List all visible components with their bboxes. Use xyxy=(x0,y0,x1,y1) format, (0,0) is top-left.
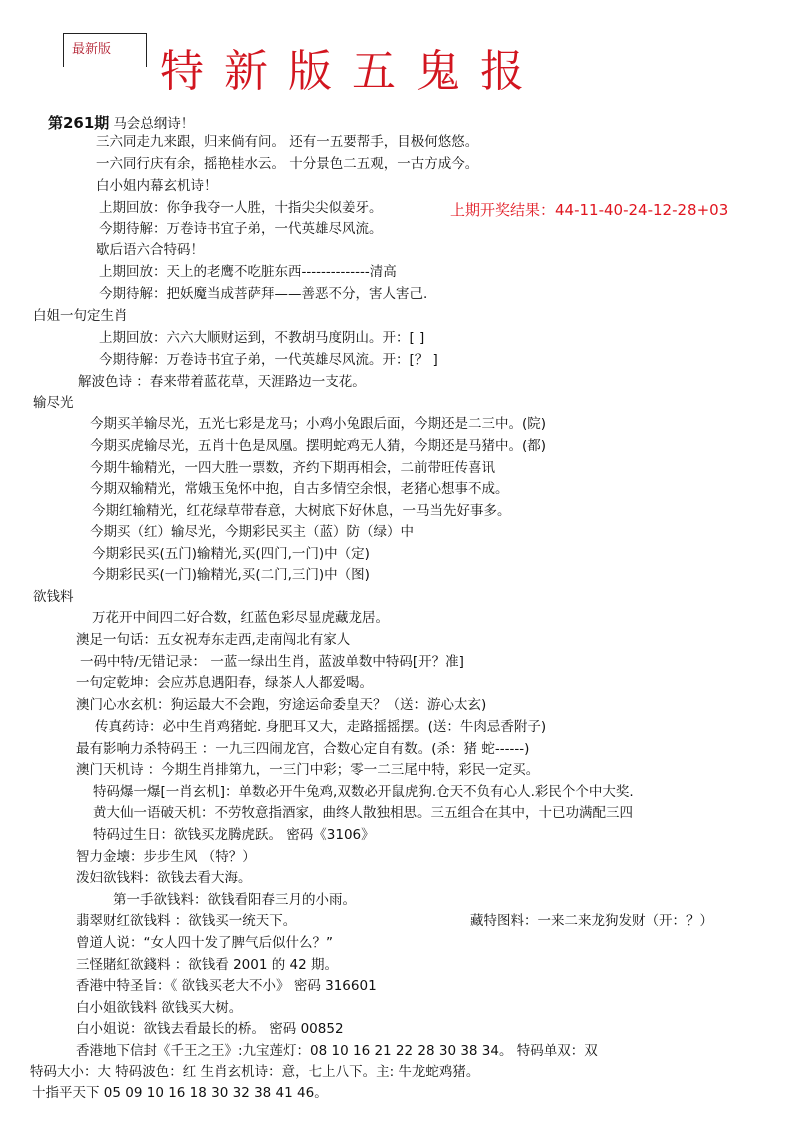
text-line: 特码大小：大 特码波色：红 生肖玄机诗：意，七上八下。主: 牛龙蛇鸡猪。 xyxy=(30,1064,480,1080)
issue-number xyxy=(48,112,194,133)
text-line: 最有影响力杀特码王 ：一九三四闹龙宫，合数心定自有数。(杀：猪 蛇------) xyxy=(76,741,530,757)
text-line: 今期双输精光，常娥玉兔怀中抱，自古多情空余恨，老猪心想事不成。 xyxy=(90,481,509,497)
text-line: 歇后语六合特码！ xyxy=(96,242,204,258)
text-line: 白小姐内幕玄机诗！ xyxy=(96,178,218,194)
text-line: 今期红输精光，红花绿草带春意，大树底下好休息，一马当先好事多。 xyxy=(92,503,511,519)
text-line: 传真药诗：必中生肖鸡猪蛇. 身肥耳又大，走路摇摇摆。(送：牛肉忌香附子) xyxy=(95,719,547,735)
text-line: 澳足一句话：五女祝寿东走西,走南闯北有家人 xyxy=(76,632,351,648)
text-line: 特码爆一爆[一肖玄机]：单数必开牛兔鸡,双数必开鼠虎狗.仓天不负有心人.彩民个个中大奖. xyxy=(93,784,634,800)
page-title: 特新版五鬼报 xyxy=(160,46,544,97)
badge-label: 最新版 xyxy=(72,42,112,57)
text-line: 智力金壊：步步生风 （特？） xyxy=(76,849,256,865)
text-line: 今期牛输精光，一四大胜一票数，齐约下期再相会，二前带旺传喜讯 xyxy=(90,460,495,476)
text-line: 第一手欲钱料：欲钱看阳春三月的小雨。 xyxy=(113,892,356,908)
text-line: 今期买虎输尽光，五肖十色是凤凰。摆明蛇鸡无人猜，今期还是马猪中。(都) xyxy=(90,438,547,454)
text-line: 今期买（红）输尽光，今期彩民买主（蓝）防（绿）中 xyxy=(90,524,414,540)
text-line: 上期回放：六六大顺财运到，不教胡马度阴山。开：[ ] xyxy=(99,330,425,346)
text-line: 今期彩民买(五门)输精光,买(四门,一门)中（定) xyxy=(92,546,370,562)
latest-edition-badge xyxy=(63,33,147,67)
text-line: 三怪賭紅欲錢料 ：欲钱看 2001 的 42 期。 xyxy=(76,957,338,973)
text-line: 翡翠财红欲钱料 ：欲钱买一统天下。 xyxy=(76,913,297,929)
text-line: 特码过生日：欲钱买龙腾虎跃。 密码《3106》 xyxy=(93,827,375,843)
text-line: 一句定乾坤：会应苏息遇阳春，绿茶人人都爱喝。 xyxy=(76,675,373,691)
text-line: 一码中特/无错记录： 一蓝一绿出生肖，蓝波单数中特码[开？准] xyxy=(80,654,464,670)
text-line: 泼妇欲钱料：欲钱去看大海。 xyxy=(76,870,252,886)
text-line: 一六同行庆有余，摇艳桂水云。 十分景色二五观，一古方成今。 xyxy=(96,156,479,172)
issue-label: 第261期 xyxy=(48,114,110,132)
text-line: 澳门心水玄机：狗运最大不会跑，穷途运命委皇天？（送：游心太玄) xyxy=(76,697,487,713)
text-line: 黄大仙一语破天机：不劳牧意指酒家，曲终人散独相思。三五组合在其中，十已功满配三四 xyxy=(93,805,633,821)
text-line: 白小姐说：欲钱去看最长的桥。 密码 00852 xyxy=(76,1021,344,1037)
text-line: 香港地下信封《千王之王》:九宝莲灯：08 10 16 21 22 28 30 38 34。 特码单双：双 xyxy=(76,1043,598,1059)
text-line: 今期待解：把妖魔当成菩萨拜——善恶不分，害人害己. xyxy=(99,286,428,302)
text-line: 澳门天机诗 ：今期生肖排第九，一三门中彩；零一二三尾中特，彩民一定买。 xyxy=(76,762,540,778)
issue-subtitle: 马会总纲诗！ xyxy=(113,116,195,132)
text-line: 今期待解：万卷诗书宜子弟，一代英雄尽风流。开：[？ ] xyxy=(99,352,438,368)
text-line: 欲钱料 xyxy=(33,589,74,605)
text-line: 今期彩民买(一门)输精光,买(二门,三门)中（图) xyxy=(92,567,370,583)
text-line: 今期买羊输尽光，五光七彩是龙马；小鸡小兔跟后面，今期还是二三中。(院) xyxy=(90,416,547,432)
text-line: 解波色诗 ：春来带着蓝花草，天涯路边一支花。 xyxy=(78,374,366,390)
text-line: 藏特图料：一来二来龙狗发财（开：？） xyxy=(470,913,713,929)
text-line: 白姐一句定生肖 xyxy=(33,308,128,324)
text-line: 三六同走九来跟，归来倘有问。 还有一五要帮手，目极何悠悠。 xyxy=(96,134,479,150)
text-line: 万花开中间四二好合数，红蓝色彩尽显虎藏龙居。 xyxy=(92,610,389,626)
text-line: 今期待解：万卷诗书宜子弟，一代英雄尽风流。 xyxy=(99,221,383,237)
text-line: 香港中特圣旨：《 欲钱买老大不小》 密码 316601 xyxy=(76,978,377,994)
last-draw-result: 上期开奖结果：44-11-40-24-12-28+03 xyxy=(450,201,729,219)
text-line: 上期回放：天上的老鹰不吃脏东西--------------清高 xyxy=(99,264,397,280)
text-line: 白小姐欲钱料 欲钱买大树。 xyxy=(76,1000,243,1016)
text-line: 上期回放：你争我夺一人胜，十指尖尖似姜牙。 xyxy=(99,200,383,216)
text-line: 十指平天下 05 09 10 16 18 30 32 38 41 46。 xyxy=(32,1085,328,1101)
text-line: 输尽光 xyxy=(33,395,74,411)
text-line: 曾道人说：“女人四十发了脾气后似什么？” xyxy=(76,935,333,951)
